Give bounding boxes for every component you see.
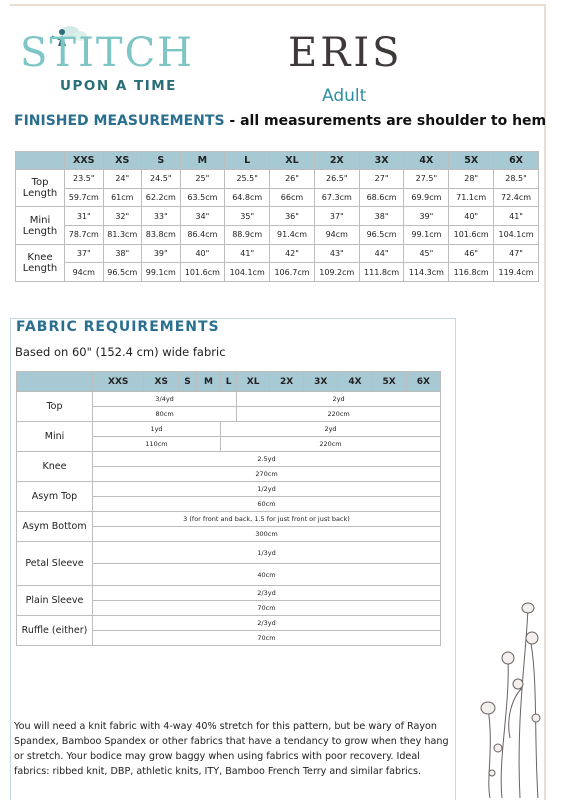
size-header: XL xyxy=(270,152,315,170)
yardage-cell: 2/3yd xyxy=(93,616,441,631)
inch-cell: 34" xyxy=(180,207,225,226)
cm-cell: 60cm xyxy=(93,497,441,512)
inch-cell: 40" xyxy=(180,244,225,263)
yardage-cell: 2.5yd xyxy=(93,452,441,467)
inch-cell: 31" xyxy=(65,207,104,226)
cm-cell: 71.1cm xyxy=(449,188,494,207)
table-row xyxy=(17,452,441,467)
flower-illustration-icon xyxy=(468,598,544,800)
inch-cell: 36" xyxy=(270,207,315,226)
cm-cell: 300cm xyxy=(93,527,441,542)
row-label: Mini Length xyxy=(16,207,65,244)
cm-cell: 64.8cm xyxy=(225,188,270,207)
cm-cell: 91.4cm xyxy=(270,226,315,245)
size-header: 6X xyxy=(494,152,539,170)
inch-cell: 40" xyxy=(449,207,494,226)
fabric-requirements-table xyxy=(16,371,441,646)
cm-cell: 104.1cm xyxy=(225,263,270,282)
pattern-name: ERIS xyxy=(288,30,403,76)
table-row xyxy=(17,542,441,564)
inch-cell: 25" xyxy=(180,170,225,189)
inch-cell: 39" xyxy=(404,207,449,226)
yardage-cell: 1/3yd xyxy=(93,542,441,564)
cm-cell: 96.5cm xyxy=(103,263,142,282)
row-label: Petal Sleeve xyxy=(17,542,93,586)
inch-cell: 38" xyxy=(359,207,404,226)
size-header: XXS xyxy=(65,152,104,170)
inch-cell: 37" xyxy=(314,207,359,226)
cm-cell: 109.2cm xyxy=(314,263,359,282)
cm-cell: 80cm xyxy=(93,407,237,422)
row-label: Asym Bottom xyxy=(17,512,93,542)
pattern-size: Adult xyxy=(322,86,367,106)
row-label: Knee xyxy=(17,452,93,482)
page-frame-top xyxy=(10,4,546,6)
cm-cell: 59.7cm xyxy=(65,188,104,207)
cm-cell: 119.4cm xyxy=(494,263,539,282)
finished-measurements-heading xyxy=(14,113,546,129)
inch-cell: 27" xyxy=(359,170,404,189)
table-row xyxy=(16,170,539,189)
row-label: Ruffle (either) xyxy=(17,616,93,646)
size-header: 3X xyxy=(359,152,404,170)
yardage-cell: 1yd xyxy=(93,422,221,437)
fabric-notes: You will need a knit fabric with 4-way 40% stretch for this pattern, but be wary of Rayon Spandex, Bamboo Spandex or other fabrics that have a tendancy to grow when they hang or stretch. Your bodice may grow baggy when using fabrics with poor recovery. Ideal fabrics: ribbed knit, DBP, athletic knits, ITY, Bamboo French Terry and similar fabrics. xyxy=(14,721,449,777)
cm-cell: 70cm xyxy=(93,601,441,616)
cm-cell: 83.8cm xyxy=(142,226,181,245)
cm-cell: 220cm xyxy=(237,407,441,422)
row-label: Knee Length xyxy=(16,244,65,281)
table-row xyxy=(17,586,441,601)
inch-cell: 43" xyxy=(314,244,359,263)
size-header: 2X xyxy=(314,152,359,170)
table-row xyxy=(16,263,539,282)
yardage-cell: 2yd xyxy=(220,422,440,437)
table-row xyxy=(16,207,539,226)
cm-cell: 111.8cm xyxy=(359,263,404,282)
cm-cell: 96.5cm xyxy=(359,226,404,245)
row-label: Mini xyxy=(17,422,93,452)
inch-cell: 41" xyxy=(225,244,270,263)
table-row xyxy=(17,512,441,527)
size-header: XXS xyxy=(93,372,144,392)
inch-cell: 46" xyxy=(449,244,494,263)
brand-name: STITCH xyxy=(20,30,195,76)
inch-cell: 39" xyxy=(142,244,181,263)
finished-measurements-table xyxy=(15,151,539,282)
table-row xyxy=(17,482,441,497)
inch-cell: 24.5" xyxy=(142,170,181,189)
yardage-cell: 1/2yd xyxy=(93,482,441,497)
inch-cell: 26.5" xyxy=(314,170,359,189)
size-header: 5X xyxy=(449,152,494,170)
inch-cell: 42" xyxy=(270,244,315,263)
size-header: 4X xyxy=(338,372,372,392)
cm-cell: 81.3cm xyxy=(103,226,142,245)
cm-cell: 94cm xyxy=(65,263,104,282)
inch-cell: 23.5" xyxy=(65,170,104,189)
cm-cell: 99.1cm xyxy=(142,263,181,282)
measurements-header-row xyxy=(16,152,539,170)
yardage-cell: 3/4yd xyxy=(93,392,237,407)
row-label: Top xyxy=(17,392,93,422)
cm-cell: 62.2cm xyxy=(142,188,181,207)
table-row xyxy=(17,392,441,407)
inch-cell: 33" xyxy=(142,207,181,226)
cm-cell: 106.7cm xyxy=(270,263,315,282)
inch-cell: 47" xyxy=(494,244,539,263)
finished-measurements-title: FINISHED MEASUREMENTS xyxy=(14,113,225,129)
cm-cell: 220cm xyxy=(220,437,440,452)
cm-cell: 78.7cm xyxy=(65,226,104,245)
cm-cell: 114.3cm xyxy=(404,263,449,282)
cm-cell: 63.5cm xyxy=(180,188,225,207)
cm-cell: 110cm xyxy=(93,437,221,452)
cm-cell: 66cm xyxy=(270,188,315,207)
inch-cell: 28.5" xyxy=(494,170,539,189)
brand-tagline: UPON A TIME xyxy=(60,78,177,94)
row-label: Plain Sleeve xyxy=(17,586,93,616)
yardage-cell: 3 (for front and back, 1.5 for just front or just back) xyxy=(93,512,441,527)
inch-cell: 44" xyxy=(359,244,404,263)
cm-cell: 86.4cm xyxy=(180,226,225,245)
row-label: Top Length xyxy=(16,170,65,207)
cm-cell: 101.6cm xyxy=(449,226,494,245)
size-header: M xyxy=(197,372,221,392)
table-row xyxy=(17,616,441,631)
table-row xyxy=(16,244,539,263)
inch-cell: 41" xyxy=(494,207,539,226)
cm-cell: 270cm xyxy=(93,467,441,482)
cm-cell: 88.9cm xyxy=(225,226,270,245)
inch-cell: 45" xyxy=(404,244,449,263)
size-header: XS xyxy=(144,372,179,392)
size-header: S xyxy=(179,372,197,392)
cm-cell: 68.6cm xyxy=(359,188,404,207)
cm-cell: 69.9cm xyxy=(404,188,449,207)
brand-logo xyxy=(20,20,195,102)
cm-cell: 40cm xyxy=(93,564,441,586)
inch-cell: 27.5" xyxy=(404,170,449,189)
finished-measurements-subtitle: - all measurements are shoulder to hem xyxy=(224,113,547,129)
fabric-header-row xyxy=(17,372,441,392)
table-row xyxy=(17,422,441,437)
cm-cell: 72.4cm xyxy=(494,188,539,207)
inch-cell: 28" xyxy=(449,170,494,189)
size-header: 2X xyxy=(270,372,304,392)
cm-cell: 70cm xyxy=(93,631,441,646)
inch-cell: 38" xyxy=(103,244,142,263)
yardage-cell: 2yd xyxy=(237,392,441,407)
cm-cell: 99.1cm xyxy=(404,226,449,245)
size-header: XS xyxy=(103,152,142,170)
size-header: L xyxy=(220,372,236,392)
cm-cell: 101.6cm xyxy=(180,263,225,282)
size-header: S xyxy=(142,152,181,170)
inch-cell: 25.5" xyxy=(225,170,270,189)
inch-cell: 26" xyxy=(270,170,315,189)
fabric-requirements-title: FABRIC REQUIREMENTS xyxy=(16,319,220,335)
size-header: 4X xyxy=(404,152,449,170)
size-header: 5X xyxy=(372,372,406,392)
inch-cell: 32" xyxy=(103,207,142,226)
row-label: Asym Top xyxy=(17,482,93,512)
cm-cell: 104.1cm xyxy=(494,226,539,245)
inch-cell: 35" xyxy=(225,207,270,226)
yardage-cell: 2/3yd xyxy=(93,586,441,601)
cm-cell: 94cm xyxy=(314,226,359,245)
size-header: M xyxy=(180,152,225,170)
size-header: 3X xyxy=(304,372,338,392)
table-row xyxy=(16,226,539,245)
cm-cell: 116.8cm xyxy=(449,263,494,282)
fabric-requirements-subtitle: Based on 60" (152.4 cm) wide fabric xyxy=(15,345,226,359)
size-header: L xyxy=(225,152,270,170)
cm-cell: 67.3cm xyxy=(314,188,359,207)
size-header: 6X xyxy=(406,372,440,392)
cm-cell: 61cm xyxy=(103,188,142,207)
table-row xyxy=(16,188,539,207)
header-corner xyxy=(16,152,65,170)
inch-cell: 37" xyxy=(65,244,104,263)
inch-cell: 24" xyxy=(103,170,142,189)
size-header: XL xyxy=(237,372,270,392)
header-corner xyxy=(17,372,93,392)
